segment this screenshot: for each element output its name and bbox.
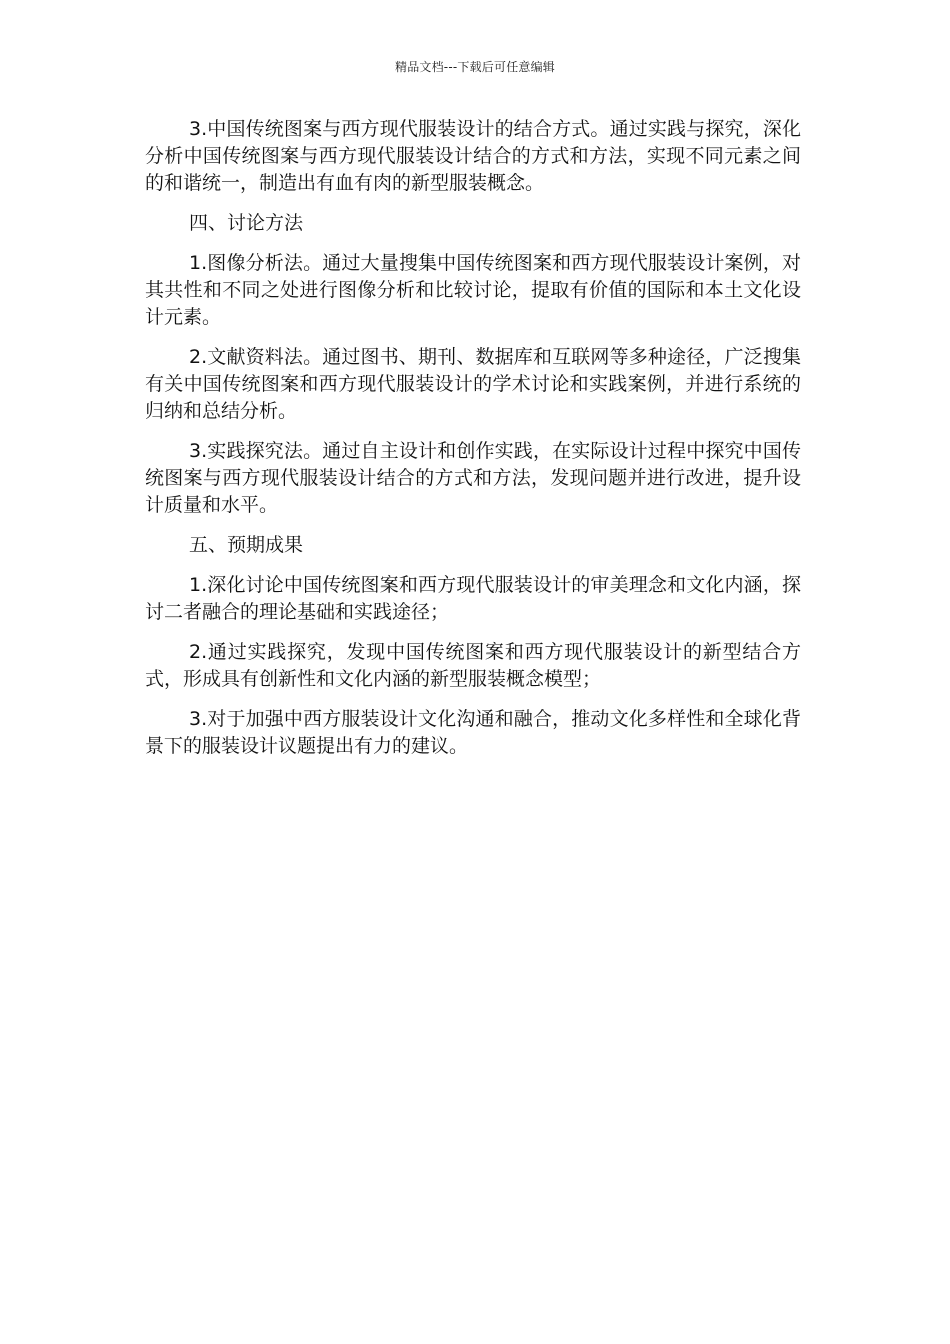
section-heading-expected-results: 五、预期成果 (189, 534, 304, 556)
document-body (145, 116, 801, 773)
paragraph-result-1: 1.深化讨论中国传统图案和西方现代服装设计的审美理念和文化内涵，探讨二者融合的理论基础和实践途径； (145, 574, 801, 623)
paragraph-method-3-combination: 3.中国传统图案与西方现代服装设计的结合方式。通过实践与探究，深化分析中国传统图案与西方现代服装设计结合的方式和方法，实现不同元素之间的和谐统一，制造出有血有肉的新型服装概念。 (145, 118, 801, 194)
paragraph-practice-method: 3.实践探究法。通过自主设计和创作实践，在实际设计过程中探究中国传统图案与西方现代服装设计结合的方式和方法，发现问题并进行改进，提升设计质量和水平。 (145, 440, 801, 516)
paragraph-literature-method: 2.文献资料法。通过图书、期刊、数据库和互联网等多种途径，广泛搜集有关中国传统图案和西方现代服装设计的学术讨论和实践案例，并进行系统的归纳和总结分析。 (145, 346, 801, 422)
page-header: 精品文档---下载后可任意编辑 (395, 60, 555, 74)
paragraph-result-3: 3.对于加强中西方服装设计文化沟通和融合，推动文化多样性和全球化背景下的服装设计议题提出有力的建议。 (145, 708, 801, 757)
section-heading-discussion-methods: 四、讨论方法 (189, 212, 304, 234)
paragraph-image-analysis: 1.图像分析法。通过大量搜集中国传统图案和西方现代服装设计案例，对其共性和不同之处进行图像分析和比较讨论，提取有价值的国际和本土文化设计元素。 (145, 252, 801, 328)
paragraph-result-2: 2.通过实践探究，发现中国传统图案和西方现代服装设计的新型结合方式，形成具有创新性和文化内涵的新型服装概念模型； (145, 641, 801, 690)
